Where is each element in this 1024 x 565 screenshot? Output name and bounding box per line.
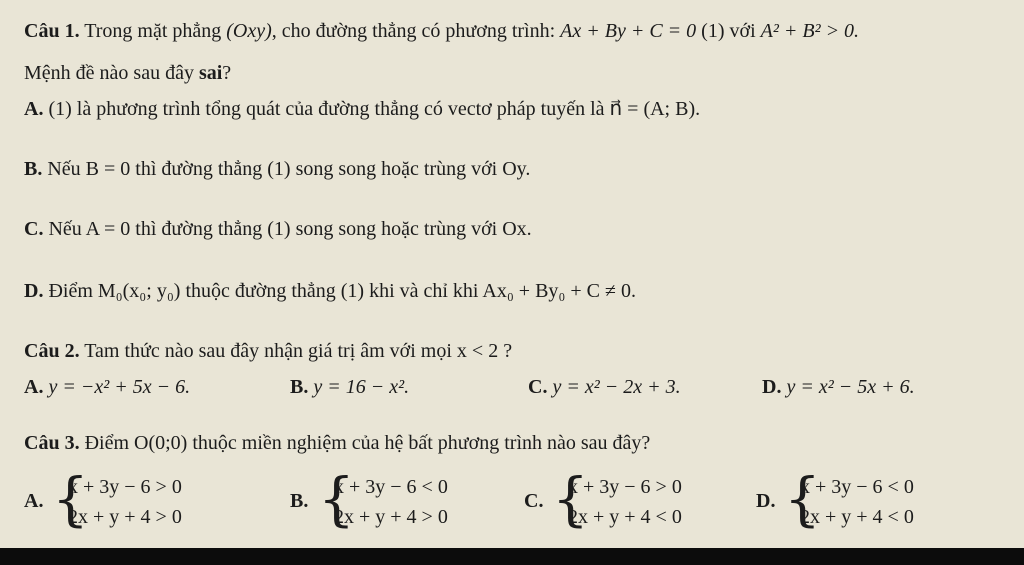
q1-condition: A² + B² > 0. — [760, 20, 860, 42]
q3-option-c-row2: 2x + y + 4 < 0 — [568, 506, 682, 528]
q2-option-a — [24, 374, 190, 400]
q2-option-c-label: C. — [528, 376, 548, 398]
q1-eq-tag: (1) — [701, 20, 725, 42]
q1-option-c — [24, 216, 532, 242]
q1-option-c-text: Nếu A = 0 thì đường thẳng (1) song song hoặc trùng với Ox. — [48, 218, 532, 240]
q3-label: Câu 3. — [24, 432, 80, 454]
q1-option-a — [24, 96, 700, 122]
q3-option-b-row2: 2x + y + 4 > 0 — [334, 506, 448, 528]
q1-option-d-label: D. — [24, 280, 44, 302]
brace-icon: { — [552, 465, 589, 533]
q2-option-d-label: D. — [762, 376, 782, 398]
q1-stem-line2 — [24, 60, 231, 86]
q2-option-c — [528, 374, 681, 400]
q1-stem-a: Trong mặt phẳng — [84, 20, 222, 42]
q3-stem — [24, 430, 650, 456]
brace-icon: { — [784, 465, 821, 533]
q2-option-b-label: B. — [290, 376, 309, 398]
q1-stem-line2-text: Mệnh đề nào sau đây — [24, 62, 194, 84]
q2-option-b — [290, 374, 409, 400]
q1-option-b — [24, 156, 530, 182]
q1-option-d-text: Điểm M₀(x₀; y₀) thuộc đường thẳng (1) khi và chỉ khi Ax₀ + By₀ + C ≠ 0. — [48, 280, 636, 302]
q1-stem-c: với — [729, 20, 756, 42]
q2-option-a-text: y = −x² + 5x − 6. — [48, 376, 191, 398]
q3-stem-text: Điểm O(0;0) thuộc miền nghiệm của hệ bất phương trình nào sau đây? — [84, 432, 651, 454]
q1-equation: Ax + By + C = 0 — [560, 20, 697, 42]
q3-option-d-row1: x + 3y − 6 < 0 — [800, 476, 914, 498]
q1-label: Câu 1. — [24, 20, 80, 42]
q1-option-b-label: B. — [24, 158, 43, 180]
q3-option-a-label: A. — [24, 490, 44, 512]
brace-icon: { — [318, 465, 355, 533]
q2-option-a-label: A. — [24, 376, 44, 398]
q2-option-d — [762, 374, 915, 400]
q3-option-c-label: C. — [524, 490, 544, 512]
q2-label: Câu 2. — [24, 340, 80, 362]
q1-sai: sai — [198, 62, 223, 84]
q1-option-a-label: A. — [24, 98, 44, 120]
q3-option-b-label: B. — [290, 490, 309, 512]
q1-option-c-label: C. — [24, 218, 44, 240]
q3-option-a-row2: 2x + y + 4 > 0 — [68, 506, 182, 528]
q1-option-a-text: (1) là phương trình tổng quát của đường thẳng có vectơ pháp tuyến là n⃗ = (A; B). — [48, 98, 701, 120]
q1-plane: (Oxy) — [226, 20, 272, 42]
q1-qmark: ? — [222, 62, 232, 84]
q2-option-c-text: y = x² − 2x + 3. — [552, 376, 681, 398]
q2-stem — [24, 338, 512, 364]
q3-option-a-row1: x + 3y − 6 > 0 — [68, 476, 182, 498]
q3-option-d-row2: 2x + y + 4 < 0 — [800, 506, 914, 528]
brace-icon: { — [52, 465, 89, 533]
q3-option-b-row1: x + 3y − 6 < 0 — [334, 476, 448, 498]
q1-option-d — [24, 278, 636, 304]
q1-stem-line1 — [24, 18, 859, 44]
q2-stem-text: Tam thức nào sau đây nhận giá trị âm với mọi x < 2 ? — [84, 340, 513, 362]
q1-stem-b: , cho đường thẳng có phương trình: — [271, 20, 556, 42]
q1-option-b-text: Nếu B = 0 thì đường thẳng (1) song song hoặc trùng với Oy. — [47, 158, 531, 180]
q2-option-b-text: y = 16 − x². — [313, 376, 410, 398]
q3-option-c-row1: x + 3y − 6 > 0 — [568, 476, 682, 498]
q3-option-d-label: D. — [756, 490, 776, 512]
q2-option-d-text: y = x² − 5x + 6. — [786, 376, 915, 398]
